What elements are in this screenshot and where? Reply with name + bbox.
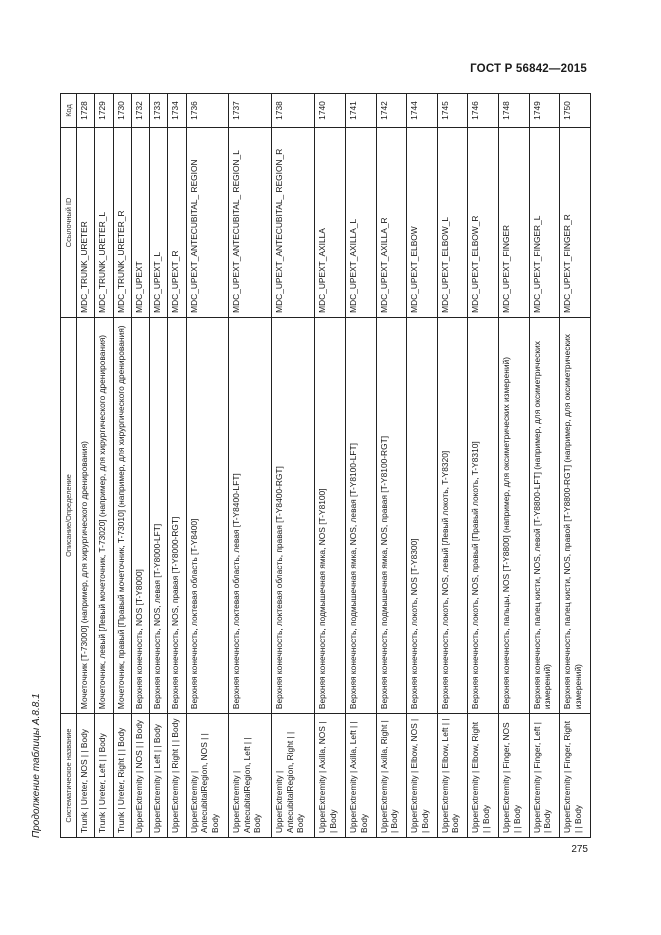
table-row (131, 94, 149, 838)
cell-description: Верхняя конечность, локтевая область, правая [T-Y8400-RGT] (272, 317, 315, 713)
cell-systematic-name: UpperExtremity | AntecubitalRegion, Left | | Body (229, 714, 272, 838)
cell-systematic-name: UpperExtremity | Finger, NOS | | Body (499, 714, 530, 838)
cell-description: Мочеточник, правый [Правый мочеточник, T-73010] (например, для хирургического дренирования) (113, 317, 131, 713)
cell-systematic-name: UpperExtremity | AntecubitalRegion, NOS | | Body (186, 714, 229, 838)
cell-code: 1734 (168, 94, 186, 128)
cell-systematic-name: Trunk | Ureter, Right | | Body (113, 714, 131, 838)
cell-reference-id: MDC_UPEXT_R (168, 128, 186, 318)
cell-reference-id: MDC_TRUNK_URETER_L (95, 128, 113, 318)
cell-reference-id: MDC_UPEXT_ANTECUBITAL_ REGION_R (272, 128, 315, 318)
cell-description: Мочеточник [T-73000] (например, для хирургического дренирования) (77, 317, 95, 713)
cell-code: 1745 (437, 94, 468, 128)
cell-description: Верхняя конечность, палец кисти, NOS, левой [T-Y8800-LFT] (например, для оксиметрических измерений) (529, 317, 560, 713)
cell-code: 1729 (95, 94, 113, 128)
table-row (315, 94, 346, 838)
cell-systematic-name: UpperExtremity | Axilla, Left | | Body (346, 714, 377, 838)
column-header-code: Код (61, 94, 77, 128)
column-header-name: Систематическое название (61, 714, 77, 838)
cell-reference-id: MDC_UPEXT_FINGER (499, 128, 530, 318)
cell-systematic-name: UpperExtremity | Right | | Body (168, 714, 186, 838)
cell-reference-id: MDC_UPEXT_AXILLA_L (346, 128, 377, 318)
table-row (229, 94, 272, 838)
cell-reference-id: MDC_UPEXT_ELBOW_R (468, 128, 499, 318)
table-row (529, 94, 560, 838)
terms-table (60, 93, 591, 838)
cell-code: 1737 (229, 94, 272, 128)
standard-header: ГОСТ Р 56842—2015 (470, 63, 587, 75)
cell-reference-id: MDC_UPEXT_ELBOW_L (437, 128, 468, 318)
cell-reference-id: MDC_TRUNK_URETER (77, 128, 95, 318)
cell-code: 1730 (113, 94, 131, 128)
table-row (560, 94, 591, 838)
cell-systematic-name: Trunk | Ureter, NOS | | Body (77, 714, 95, 838)
cell-description: Верхняя конечность, палец кисти, NOS, правой [T-Y8800-RGT] (например, для оксиметрических измерений) (560, 317, 591, 713)
table-row (150, 94, 168, 838)
cell-systematic-name: UpperExtremity | Elbow, Left | | Body (437, 714, 468, 838)
page-number: 275 (571, 844, 588, 855)
cell-reference-id: MDC_UPEXT_FINGER_R (560, 128, 591, 318)
cell-description: Мочеточник, левый [Левый мочеточник, T-73020] (например, для хирургического дренирования) (95, 317, 113, 713)
cell-systematic-name: UpperExtremity | Axilla, NOS | | Body (315, 714, 346, 838)
cell-reference-id: MDC_UPEXT_FINGER_L (529, 128, 560, 318)
cell-systematic-name: Trunk | Ureter, Left | | Body (95, 714, 113, 838)
cell-description: Верхняя конечность, локоть, NOS, левый [Левый локоть, T-Y8320] (437, 317, 468, 713)
cell-code: 1742 (376, 94, 407, 128)
table-row (95, 94, 113, 838)
cell-description: Верхняя конечность, подмышечная ямка, NOS, правая [T-Y8100-RGT] (376, 317, 407, 713)
cell-code: 1736 (186, 94, 229, 128)
cell-description: Верхняя конечность, NOS, левая [T-Y8000-LFT] (150, 317, 168, 713)
table-row (437, 94, 468, 838)
cell-code: 1728 (77, 94, 95, 128)
cell-code: 1744 (407, 94, 438, 128)
cell-description: Верхняя конечность, NOS [T-Y8000] (131, 317, 149, 713)
cell-code: 1741 (346, 94, 377, 128)
cell-systematic-name: UpperExtremity | Elbow, NOS | | Body (407, 714, 438, 838)
table-caption: Продолжение таблицы А.8.8.1 (31, 693, 42, 838)
table-header-row (61, 94, 77, 838)
cell-code: 1732 (131, 94, 149, 128)
cell-description: Верхняя конечность, пальцы, NOS [T-Y8800] (например, для оксиметрических измерений) (499, 317, 530, 713)
cell-reference-id: MDC_TRUNK_URETER_R (113, 128, 131, 318)
table-row (407, 94, 438, 838)
cell-systematic-name: UpperExtremity | Finger, Right | | Body (560, 714, 591, 838)
cell-systematic-name: UpperExtremity | AntecubitalRegion, Right | | Body (272, 714, 315, 838)
column-header-ref-id: Ссылочный ID (61, 128, 77, 318)
cell-reference-id: MDC_UPEXT_ELBOW (407, 128, 438, 318)
table-row (272, 94, 315, 838)
column-header-description: Описание/Определение (61, 317, 77, 713)
cell-reference-id: MDC_UPEXT_ANTECUBITAL_ REGION_L (229, 128, 272, 318)
cell-code: 1740 (315, 94, 346, 128)
cell-code: 1746 (468, 94, 499, 128)
cell-description: Верхняя конечность, локтевая область, левая [T-Y8400-LFT] (229, 317, 272, 713)
cell-systematic-name: UpperExtremity | Elbow, Right | | Body (468, 714, 499, 838)
cell-description: Верхняя конечность, NOS, правая [T-Y8000-RGT] (168, 317, 186, 713)
table-row (499, 94, 530, 838)
cell-systematic-name: UpperExtremity | Finger, Left | | Body (529, 714, 560, 838)
table-row (113, 94, 131, 838)
cell-description: Верхняя конечность, подмышечная ямка, NOS, левая [T-Y8100-LFT] (346, 317, 377, 713)
cell-description: Верхняя конечность, локоть, NOS [T-Y8300] (407, 317, 438, 713)
cell-code: 1748 (499, 94, 530, 128)
table-row (168, 94, 186, 838)
cell-description: Верхняя конечность, локоть, NOS, правый [Правый локоть, T-Y8310] (468, 317, 499, 713)
table-row (376, 94, 407, 838)
cell-reference-id: MDC_UPEXT (131, 128, 149, 318)
table-row (186, 94, 229, 838)
cell-description: Верхняя конечность, локтевая область [T-Y8400] (186, 317, 229, 713)
cell-reference-id: MDC_UPEXT_ANTECUBITAL_ REGION (186, 128, 229, 318)
cell-systematic-name: UpperExtremity | Left | | Body (150, 714, 168, 838)
cell-systematic-name: UpperExtremity | Axilla, Right | | Body (376, 714, 407, 838)
cell-code: 1738 (272, 94, 315, 128)
table-container (60, 93, 591, 838)
cell-code: 1749 (529, 94, 560, 128)
table-row (346, 94, 377, 838)
cell-reference-id: MDC_UPEXT_L (150, 128, 168, 318)
cell-reference-id: MDC_UPEXT_AXILLA_R (376, 128, 407, 318)
cell-reference-id: MDC_UPEXT_AXILLA (315, 128, 346, 318)
cell-description: Верхняя конечность, подмышечная ямка, NOS [T-Y8100] (315, 317, 346, 713)
table-row (468, 94, 499, 838)
cell-systematic-name: UpperExtremity | NOS | | Body (131, 714, 149, 838)
table-row (77, 94, 95, 838)
cell-code: 1733 (150, 94, 168, 128)
cell-code: 1750 (560, 94, 591, 128)
